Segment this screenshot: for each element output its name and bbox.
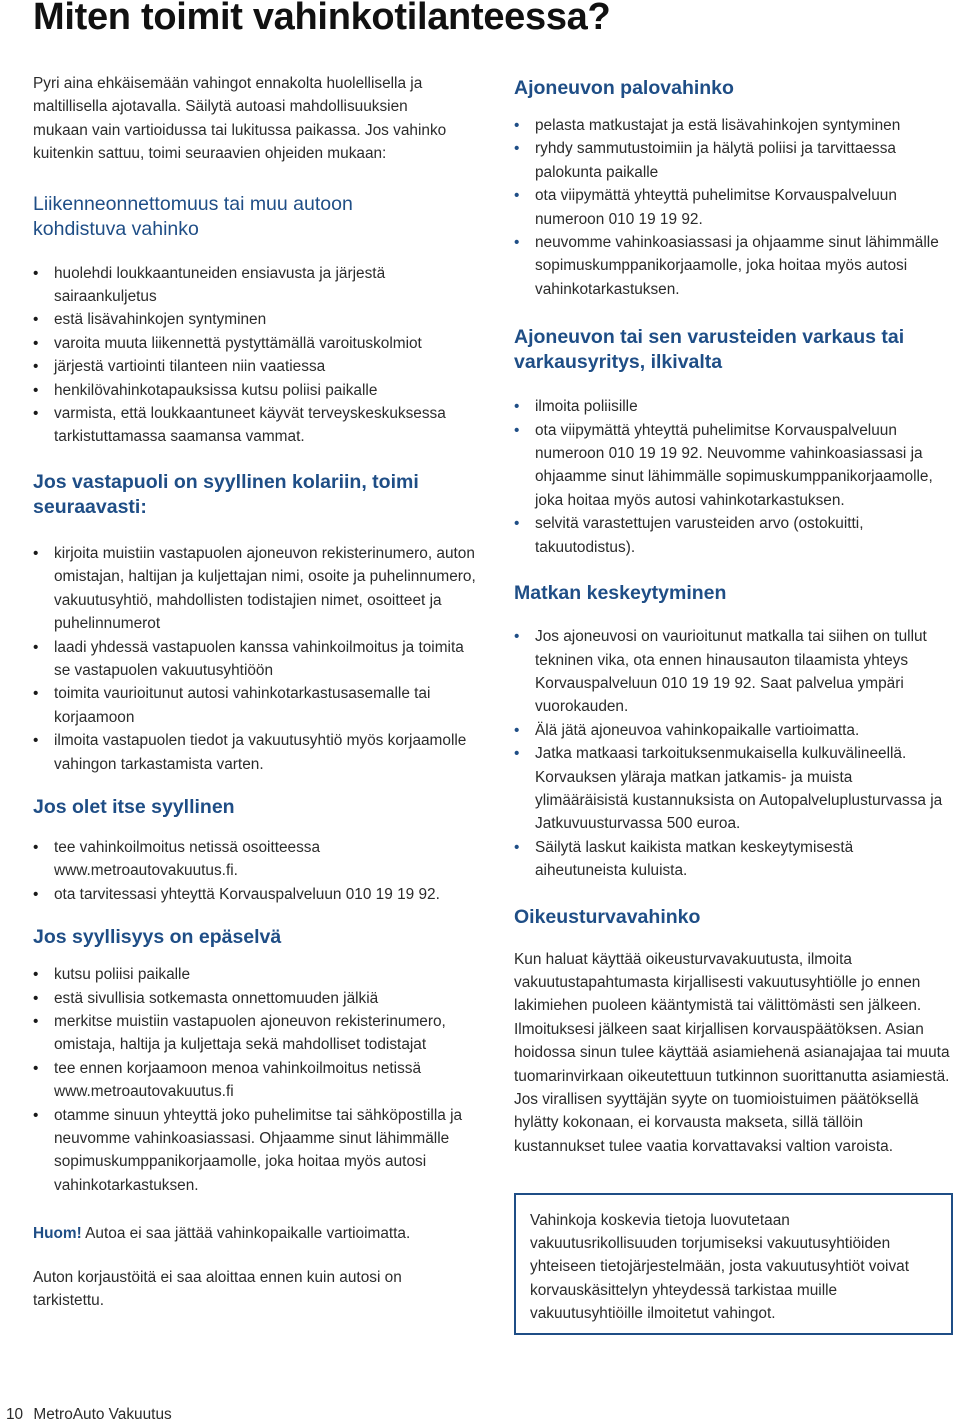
- section-heading-self-guilty: Jos olet itse syyllinen: [33, 795, 235, 818]
- list-item: • ota viipymättä yhteyttä puhelimitse Korvauspalveluun numeroon 010 19 19 92.: [514, 184, 955, 231]
- list-item: • järjestä vartiointi tilanteen niin vaatiessa: [33, 355, 458, 378]
- list-item: • kutsu poliisi paikalle: [33, 963, 463, 986]
- list-item: • estä lisävahinkojen syntyminen: [33, 308, 458, 331]
- list-item: • tee vahinkoilmoitus netissä osoitteessa www.metroautovakuutus.fi.: [33, 836, 364, 883]
- list-item: • Jos ajoneuvosi on vaurioitunut matkalla tai siihen on tullut tekninen vika, ota ennen hinausauton tilaamista yhteys Korvauspalveluun 010 19 19 92. Saat palvelua ympäri vuorokauden.: [514, 625, 949, 719]
- accident-list: [33, 262, 458, 449]
- page-footer: [6, 1406, 172, 1424]
- list-item: • estä sivullisia sotkemasta onnettomuuden jälkiä: [33, 987, 463, 1010]
- list-item: • ilmoita poliisille: [514, 395, 944, 418]
- fire-list: [514, 114, 954, 301]
- counterparty-list: [33, 542, 478, 776]
- list-item: • laadi yhdessä vastapuolen kanssa vahinkoilmoitus ja toimita se vastapuolen vakuutusyhtiöön: [33, 636, 478, 683]
- unclear-guilt-list: [33, 963, 463, 1197]
- list-item: • neuvomme vahinkoasiassasi ja ohjaamme sinut lähimmälle sopimuskumppanikorjaamolle, joka hoitaa myös autosi vahinkotarkastuksen.: [514, 231, 954, 301]
- section-heading-counterparty-guilty: Jos vastapuoli on syyllinen kolariin, toimi seuraavasti:: [33, 470, 419, 518]
- list-item: • ota tarvitessasi yhteyttä Korvauspalveluun 010 19 19 92.: [33, 883, 483, 906]
- list-item: • toimita vaurioitunut autosi vahinkotarkastusasemalle tai korjaamoon: [33, 682, 478, 729]
- list-item: • huolehdi loukkaantuneiden ensiavusta ja järjestä sairaankuljetus: [33, 262, 458, 309]
- info-note-box: [514, 1193, 953, 1335]
- section-heading-legal-expenses: Oikeusturvavahinko: [514, 905, 701, 928]
- section-heading-trip-interruption: Matkan keskeytyminen: [514, 582, 727, 605]
- closing-paragraph: Auton korjaustöitä ei saa aloittaa ennen kuin autosi on tarkistettu.: [33, 1268, 402, 1310]
- intro-paragraph: Pyri aina ehkäisemään vahingot ennakolta huolellisella ja maltillisella ajotavalla. Säilytä autoasi mahdollisuuksien mukaan vain vartioidussa tai lukitussa paikassa. Jos vahinko kuitenkin sattuu, toimi seuraavien ohjeiden mukaan:: [33, 75, 447, 163]
- list-item: • merkitse muistiin vastapuolen ajoneuvon rekisterinumero, omistaja, haltija ja kuljettaja sekä mahdolliset todistajat: [33, 1010, 463, 1057]
- list-item: • ryhdy sammutustoimiin ja hälytä poliisi ja tarvittaessa palokunta paikalle: [514, 137, 945, 184]
- right-column: [514, 72, 960, 1158]
- page-number: 10: [6, 1406, 24, 1423]
- section-heading-fire: Ajoneuvon palovahinko: [514, 77, 734, 99]
- list-item: • henkilövahinkotapauksissa kutsu poliisi paikalle: [33, 379, 458, 402]
- list-item: • varoita muuta liikennettä pystyttämällä varoituskolmiot: [33, 332, 458, 355]
- list-item: • Älä jätä ajoneuvoa vahinkopaikalle vartioimatta.: [514, 719, 949, 742]
- left-column: [33, 72, 483, 1312]
- warning-label: Huom!: [33, 1225, 82, 1243]
- page-title: Miten toimit vahinkotilanteessa?: [33, 0, 611, 38]
- section-heading-theft: Ajoneuvon tai sen varusteiden varkaus tai varkausyritys, ilkivalta: [514, 326, 905, 374]
- section-heading-accident: Liikenneonnettomuus tai muu autoon kohdistuva vahinko: [33, 192, 353, 240]
- list-item: • selvitä varastettujen varusteiden arvo (ostokuitti, takuutodistus).: [514, 512, 935, 559]
- trip-interruption-list: [514, 625, 949, 882]
- list-item: • Säilytä laskut kaikista matkan keskeytymisestä aiheutuneista kuluista.: [514, 836, 949, 883]
- section-heading-unclear-guilt: Jos syyllisyys on epäselvä: [33, 926, 282, 949]
- list-item: • pelasta matkustajat ja estä lisävahinkojen syntyminen: [514, 114, 954, 137]
- theft-list: [514, 395, 944, 559]
- list-item: • kirjoita muistiin vastapuolen ajoneuvon rekisterinumero, auton omistajan, haltijan ja kuljettajan nimi, osoite ja puhelinnumero, vakuutusyhtiö, mahdollisten todistajien nimet, osoitteet ja puhelinnumerot: [33, 542, 478, 636]
- warning-text: Autoa ei saa jättää vahinkopaikalle vartioimatta.: [81, 1225, 411, 1243]
- list-item: • Jatka matkaasi tarkoituksenmukaisella kulkuvälineellä. Korvauksen yläraja matkan jatkamis- ja muista ylimääräisistä kustannuksista on Autopalveluplusturvassa ja Jatkuvuusturvassa 500 euroa.: [514, 742, 949, 836]
- legal-expenses-paragraph: Kun haluat käyttää oikeusturvavakuutusta, ilmoita vakuutustapahtumasta kirjallisesti vakuutusyhtiölle jo ennen lakimiehen puoleen kääntymistä tai välittömästi sen jälkeen. Ilmoituksesi jälkeen saat kirjallisen korvauspäätöksen. Asian hoidossa sinun tulee käyttää asiamiehenä asianajajaa tai muuta tuomarinvirkaan oikeutettuun tutkinnon suorittanutta asiamiestä. Jos virallisen syyttäjän syyte on tuomioistuimen päätöksellä hylätty kokonaan, ei korvausta makseta, sillä tällöin kustannukset tulee vaatia korvattavaksi valtion varoista.: [514, 950, 950, 1155]
- list-item: • tee ennen korjaamoon menoa vahinkoilmoitus netissä www.metroautovakuutus.fi: [33, 1057, 463, 1104]
- list-item: • otamme sinuun yhteyttä joko puhelimitse tai sähköpostilla ja neuvomme vahinkoasiassasi. Ohjaamme sinut lähimmälle sopimuskumppanikorjaamolle, joka hoitaa myös autosi vahinkotarkastuksen.: [33, 1104, 463, 1198]
- publisher-name: MetroAuto Vakuutus: [33, 1406, 172, 1423]
- self-guilty-list: [33, 836, 483, 906]
- list-item: • ilmoita vastapuolen tiedot ja vakuutusyhtiö myös korjaamolle vahingon tarkastamista varten.: [33, 729, 478, 776]
- list-item: • varmista, että loukkaantuneet käyvät terveyskeskuksessa tarkistuttamassa saamansa vammat.: [33, 402, 458, 449]
- list-item: • ota viipymättä yhteyttä puhelimitse Korvauspalveluun numeroon 010 19 19 92. Neuvomme vahinkoasiassasi ja ohjaamme sinut lähimmälle sopimuskumppanikorjaamolle, joka hoitaa myös autosi vahinkotarkastuksen.: [514, 419, 944, 513]
- warning-note: [33, 1222, 483, 1245]
- info-note-text: Vahinkoja koskevia tietoja luovutetaan vakuutusrikollisuuden torjumiseksi vakuutusyhtiöiden yhteiseen tietojärjestelmään, josta vakuutusyhtiöt voivat korvauskäsittelyn yhteydessä tarkistaa muille vakuutusyhtiöille ilmoitetut vahingot.: [530, 1212, 909, 1322]
